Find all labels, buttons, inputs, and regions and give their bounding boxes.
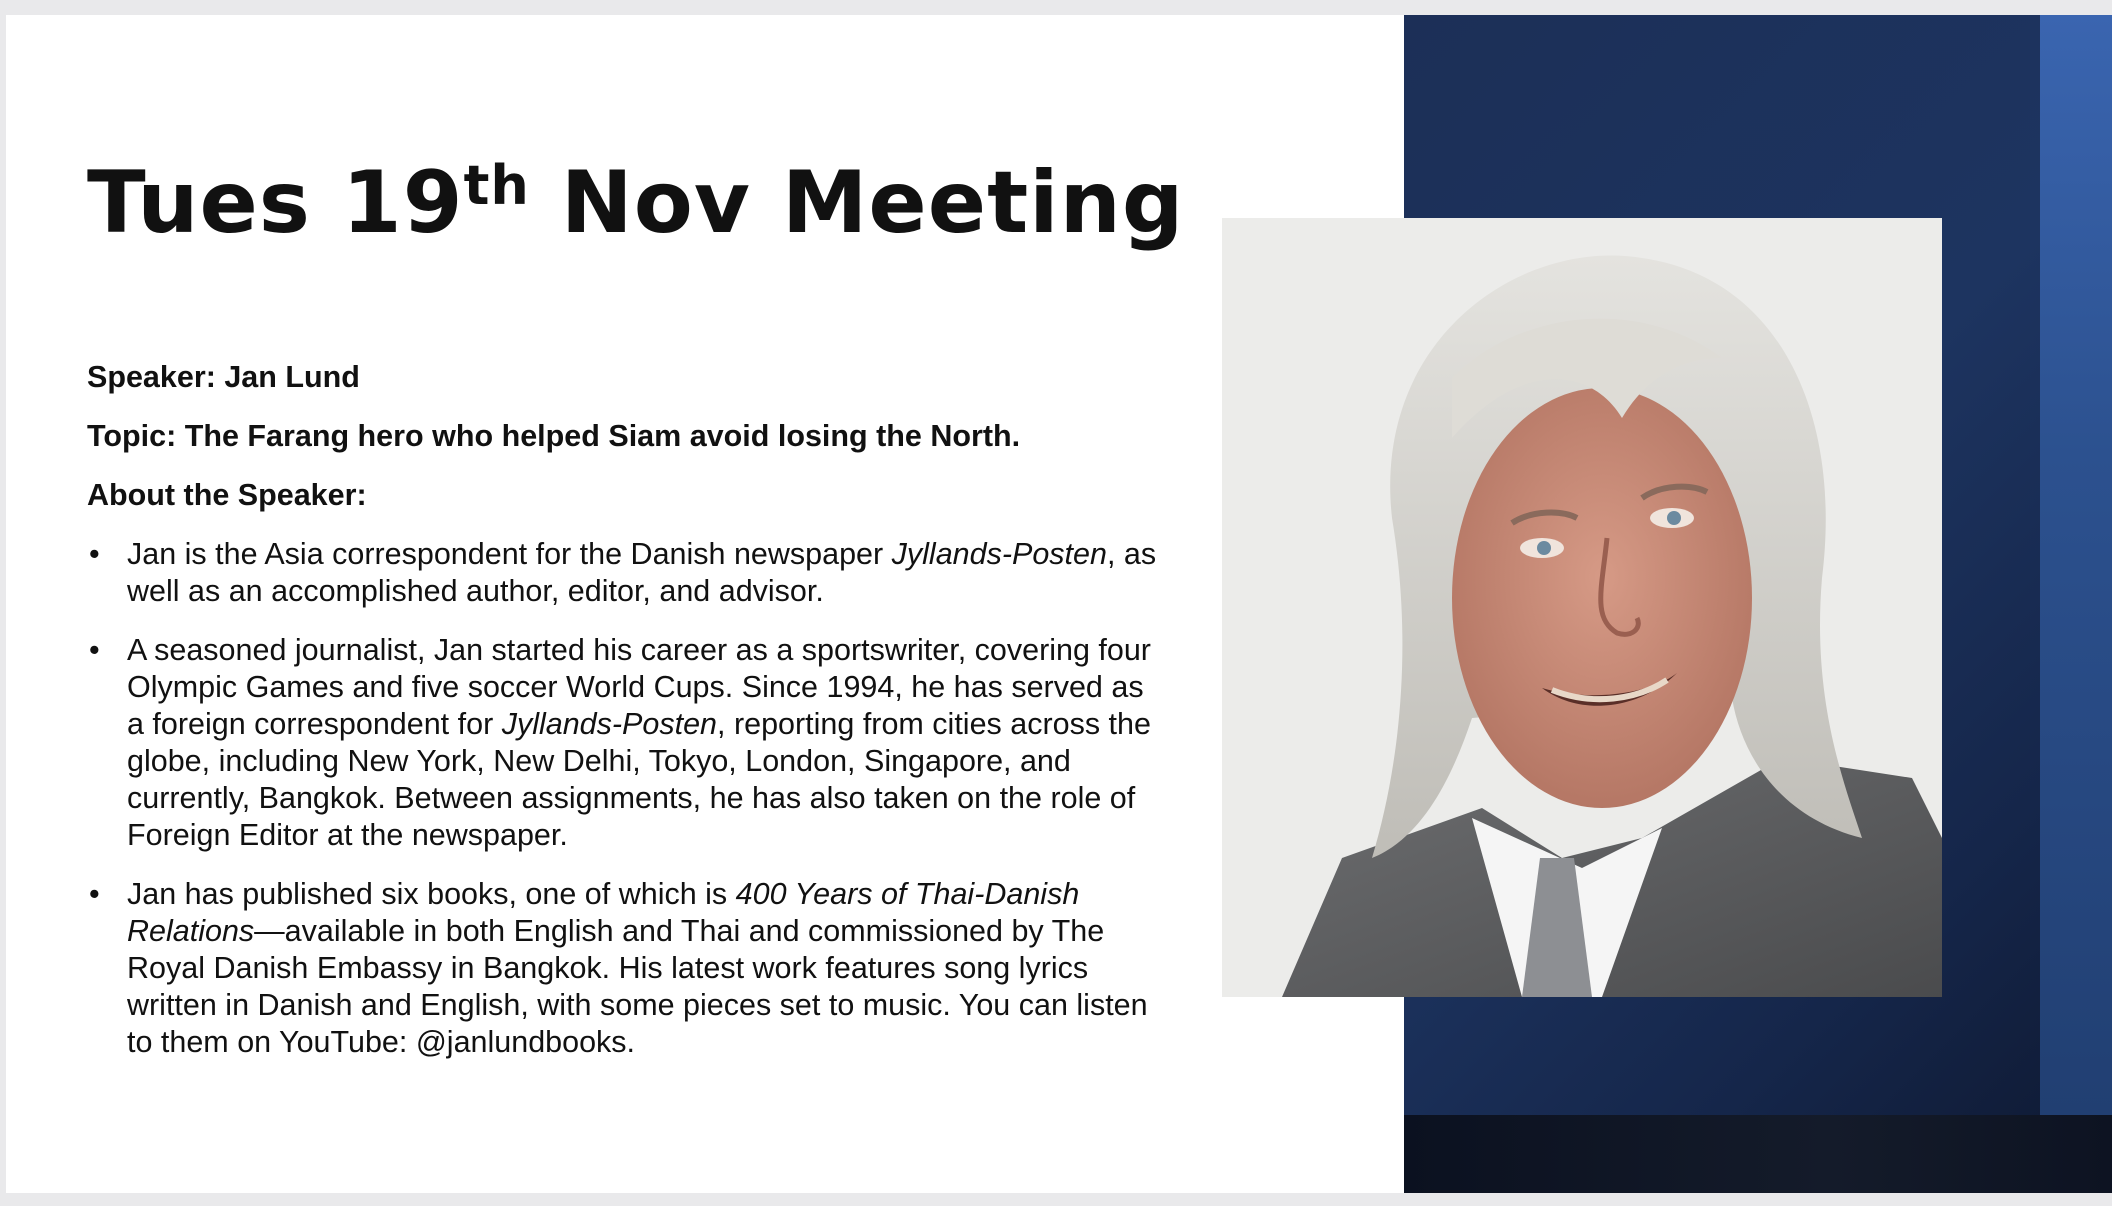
speaker-portrait-photo [1222,218,1942,997]
bullet-icon: • [89,877,100,911]
decorative-bottom-strip [1404,1115,2112,1193]
bio-bullet: • Jan has published six books, one of which is 400 Years of Thai-Danish Relations—available in both English and Thai and commissioned by The Royal Danish Embassy in Bangkok. His latest work features song lyrics written in Danish and English, with some pieces set to music. You can listen to them on YouTube: @janlundbooks. [89,877,1148,1059]
slide-body [87,359,1157,1083]
speaker-line: Speaker: Jan Lund [87,360,360,394]
slide-title: Tues 19th Nov Meeting [87,153,1185,253]
decorative-accent-strip [2040,15,2112,1115]
bullet-icon: • [89,633,100,667]
bullet-icon: • [89,537,100,571]
bio-bullet: • A seasoned journalist, Jan started his career as a sportswriter, covering four Olympic Games and five soccer World Cups. Since 1994, he has served as a foreign correspondent for Jyllands-Posten, reporting from cities across the globe, including New York, New Delhi, Tokyo, London, Singapore, and currently, Bangkok. Between assignments, he has also taken on the role of Foreign Editor at the newspaper. [89,633,1151,852]
about-heading: About the Speaker: [87,478,367,512]
slide [6,15,2112,1193]
bio-bullet-list [87,536,1157,1061]
topic-line: Topic: The Farang hero who helped Siam avoid losing the North. [87,419,1021,453]
title-ordinal-superscript: th [463,154,530,217]
bio-bullet: • Jan is the Asia correspondent for the Danish newspaper Jyllands-Posten, as well as an accomplished author, editor, and advisor. [89,537,1157,608]
